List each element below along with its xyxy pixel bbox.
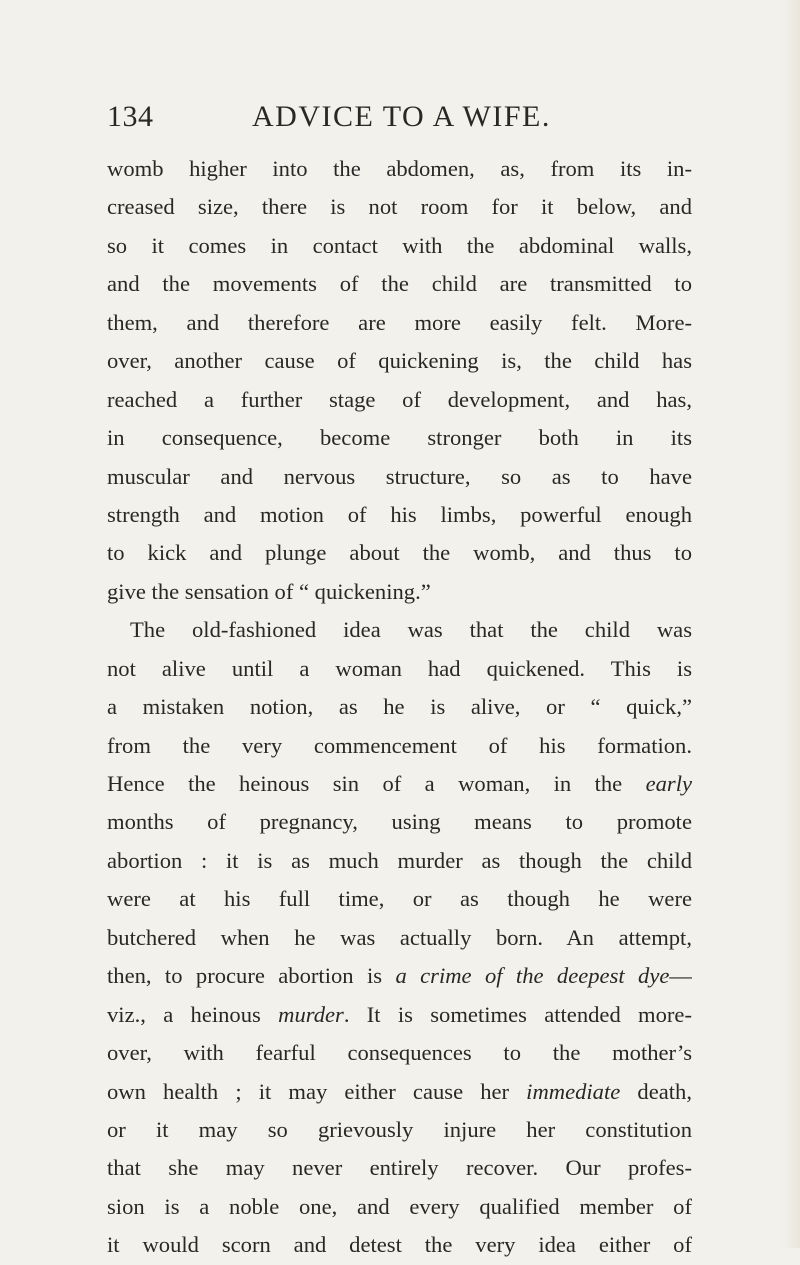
italic-murder: murder — [278, 1001, 344, 1027]
text-line: over, with fearful consequences to the mother’s — [107, 1040, 692, 1066]
text-line: it would scorn and detest the very idea either of — [107, 1232, 692, 1258]
page-number: 134 — [107, 100, 154, 133]
text-line: butchered when he was actually born. An attempt, — [107, 924, 692, 950]
text-line — [107, 573, 692, 611]
text-line: over, another cause of quickening is, the child has — [107, 348, 692, 374]
text-line: from the very commencement of his formation. — [107, 732, 692, 758]
text-line: sion is a noble one, and every qualified member of — [107, 1193, 692, 1219]
text-line: in consequence, become stronger both in its — [107, 425, 692, 451]
italic-early: early — [645, 771, 692, 796]
text-line: abortion : it is as much murder as though the child — [107, 847, 692, 873]
line-text: viz., a heinous — [107, 1001, 261, 1027]
text-line: to kick and plunge about the womb, and thus to — [107, 540, 692, 566]
italic-immediate: immediate — [526, 1078, 621, 1104]
paragraph-start-line: The old-fashioned idea was that the child was — [130, 617, 692, 643]
line-text-tail: . It is sometimes attended more- — [343, 1001, 692, 1027]
text-line: reached a further stage of development, and has, — [107, 386, 692, 412]
line-text: own health ; it may either cause her — [107, 1078, 510, 1104]
text-line: strength and motion of his limbs, powerful enough — [107, 501, 692, 527]
page-header — [0, 100, 800, 140]
text-line: muscular and nervous structure, so as to have — [107, 463, 692, 489]
line-text: give the sensation of “ quickening.” — [107, 578, 431, 604]
text-line: creased size, there is not room for it below, and — [107, 194, 692, 220]
text-line: them, and therefore are more easily felt. More- — [107, 309, 692, 335]
text-line — [107, 765, 692, 803]
italic-crime: a crime of the deepest dye — [395, 963, 670, 989]
text-line: and the movements of the child are transmitted to — [107, 271, 692, 297]
text-line: womb higher into the abdomen, as, from its in- — [107, 156, 692, 181]
text-line: not alive until a woman had quickened. This is — [107, 655, 692, 681]
text-line: a mistaken notion, as he is alive, or “ quick,” — [107, 694, 692, 720]
text-line — [107, 996, 692, 1034]
text-line: so it comes in contact with the abdominal walls, — [107, 232, 692, 258]
line-text-tail: death, — [620, 1078, 692, 1104]
body-text — [107, 150, 692, 1265]
em-dash: — — [669, 963, 692, 989]
line-text: Hence the heinous sin of a woman, in the — [107, 771, 623, 796]
text-line — [107, 1073, 692, 1111]
text-line: or it may so grievously injure her constitution — [107, 1116, 692, 1142]
running-head: ADVICE TO A WIFE. — [252, 100, 551, 133]
text-line — [107, 957, 692, 995]
page-edge-shadow — [782, 0, 800, 1248]
text-line: that she may never entirely recover. Our profes- — [107, 1155, 692, 1181]
text-line: months of pregnancy, using means to promote — [107, 809, 692, 835]
text-line: were at his full time, or as though he were — [107, 886, 692, 912]
line-text: then, to procure abortion is — [107, 963, 383, 989]
